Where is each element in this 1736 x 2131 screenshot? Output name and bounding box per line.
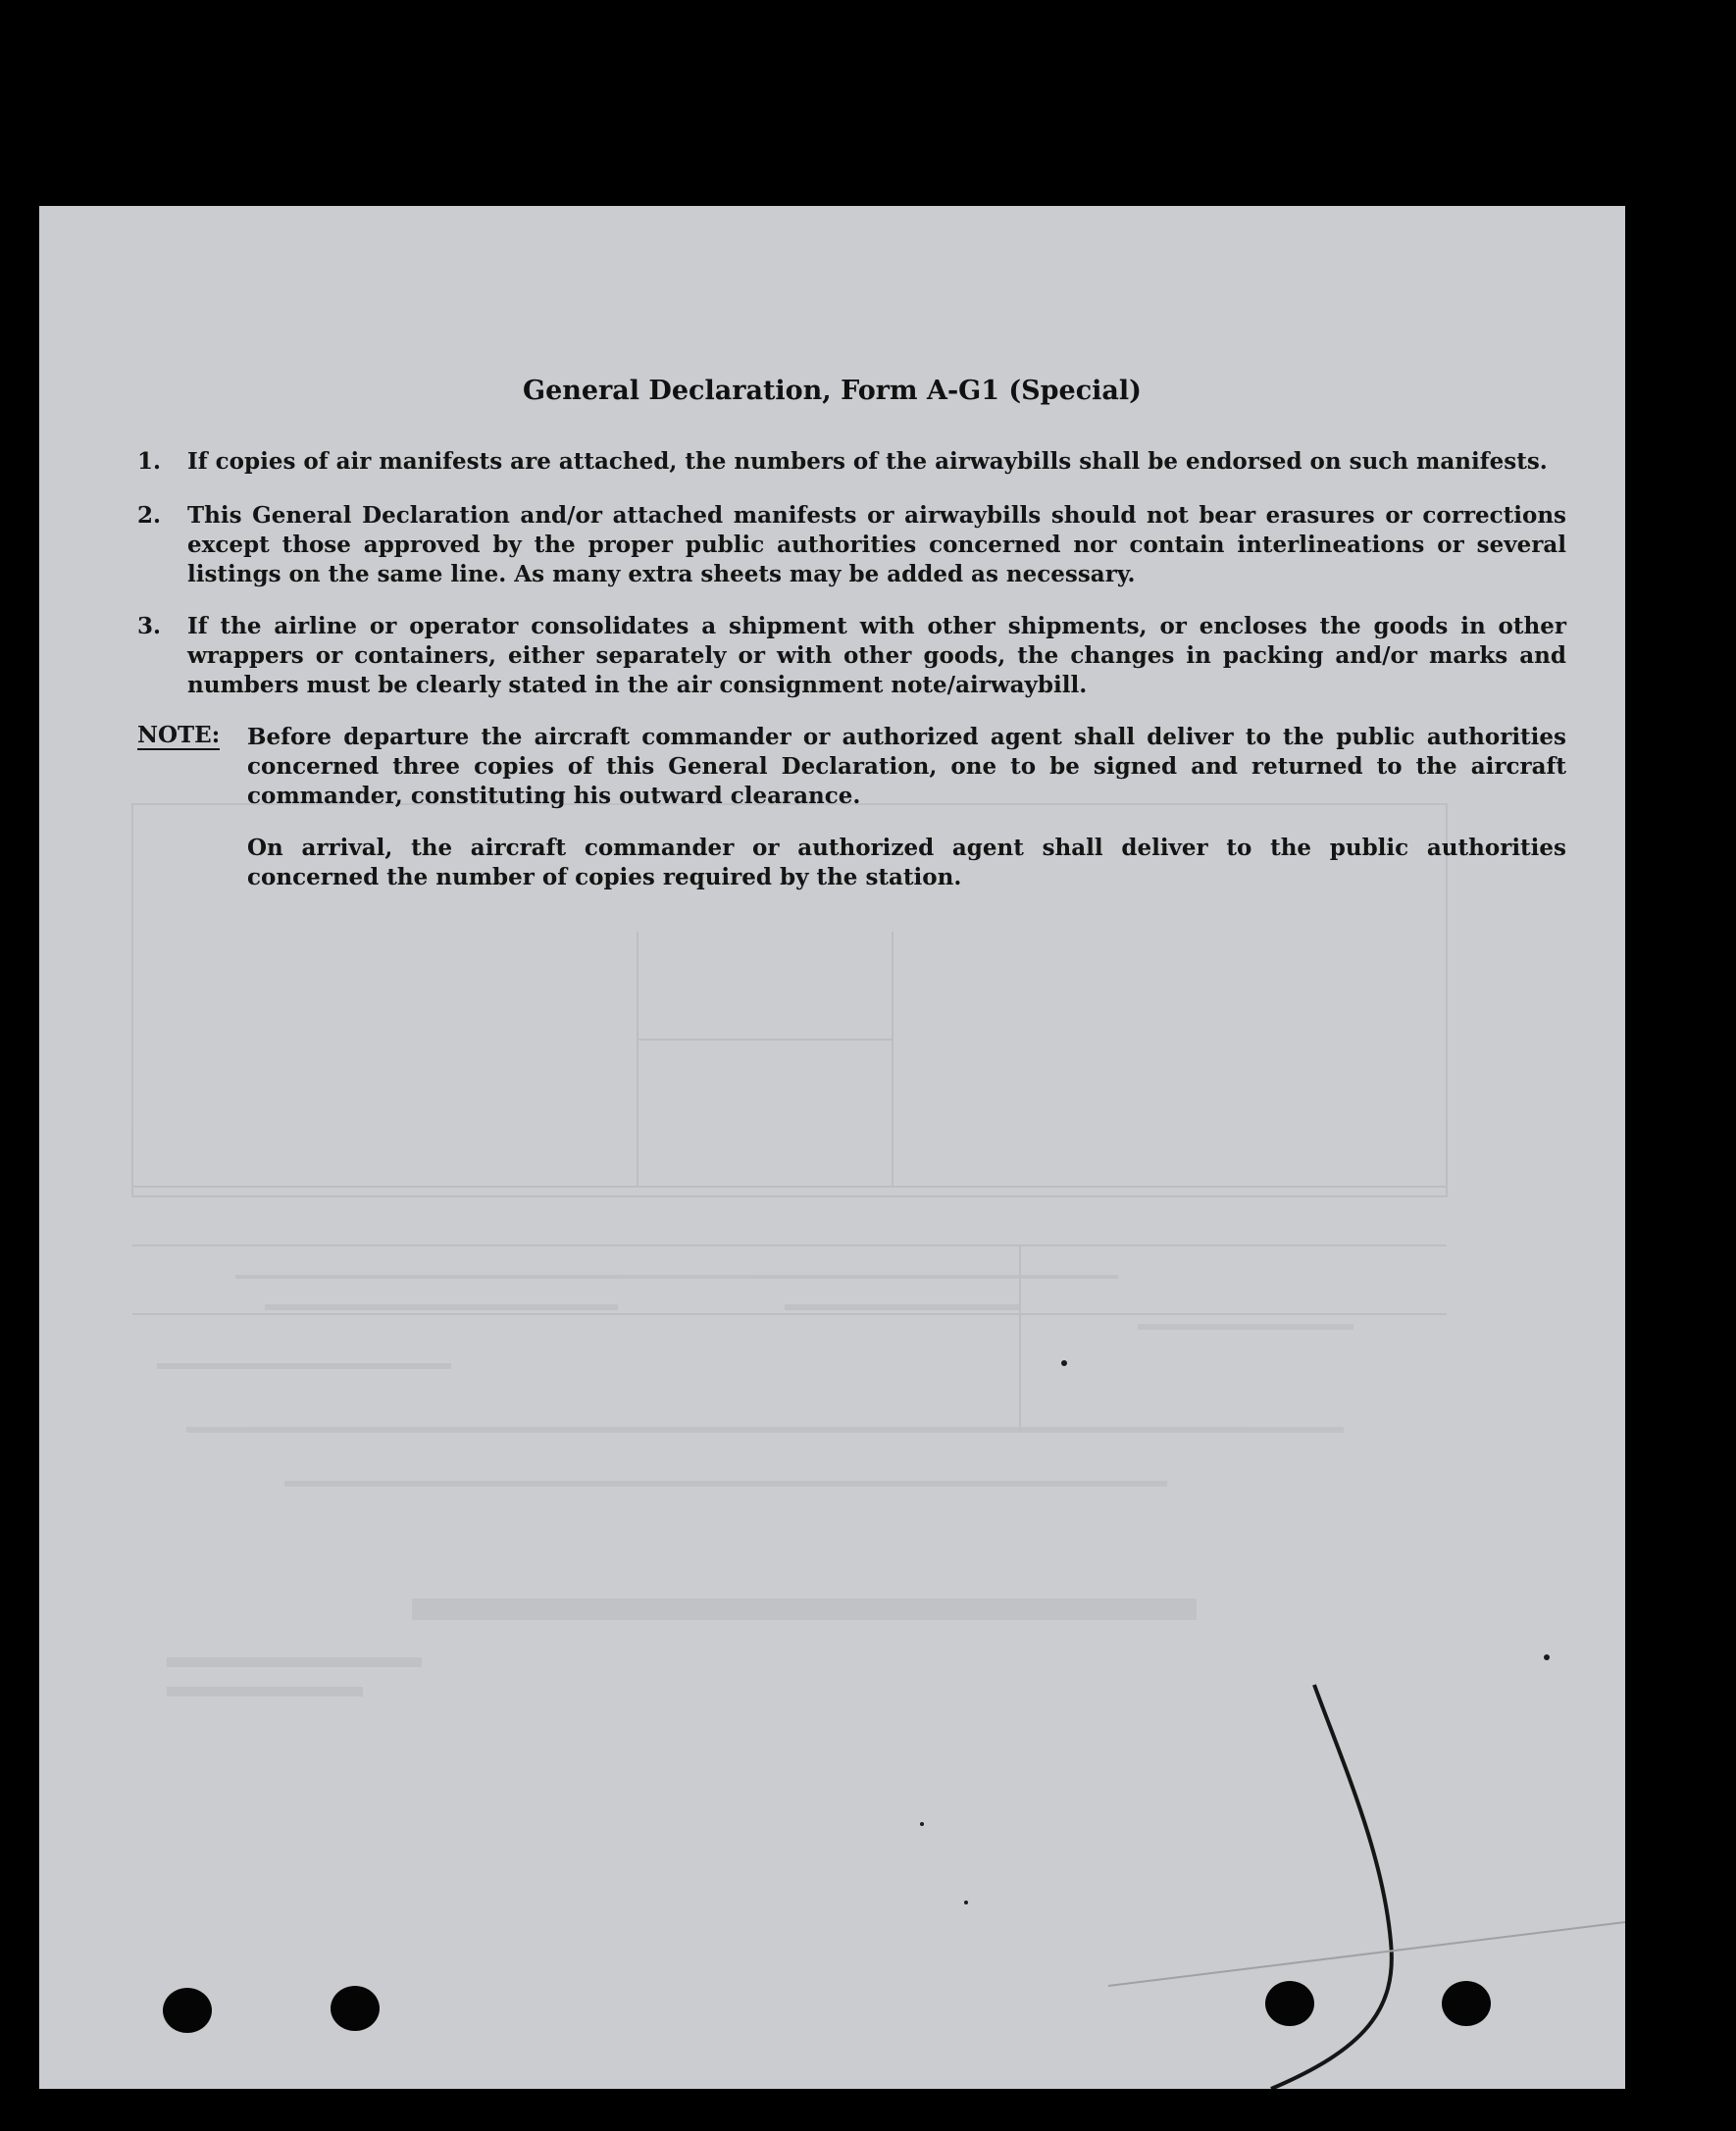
binding-hole-right-2 [1442, 1981, 1491, 2026]
item-text: If copies of air manifests are attached, the numbers of the airwaybills shall be endorsed on such manifests. [187, 448, 1548, 475]
instruction-item-3 [137, 612, 1566, 700]
page-title: General Declaration, Form A-G1 (Special) [523, 376, 1142, 406]
note-paragraph-2: On arrival, the aircraft commander or authorized agent shall deliver to the public authorities concerned the number of copies required by the station. [247, 835, 1566, 890]
instruction-item-1 [137, 447, 1566, 477]
document-page [39, 206, 1625, 2089]
bleed-through-texture [39, 206, 1625, 2089]
binding-hole-left-2 [331, 1986, 380, 2031]
item-text: This General Declaration and/or attached manifests or airwaybills should not bear erasures or corrections except those approved by the proper public authorities concerned nor contain interlineations or several listings on the same line. As many extra sheets may be added as necessary. [187, 502, 1566, 587]
note-section [137, 723, 1566, 811]
item-number: 2. [137, 502, 162, 529]
item-text: If the airline or operator consolidates a shipment with other shipments, or encloses the goods in other wrappers or containers, either separately or with other goods, the changes in packing and/or marks and numbers must be clearly stated in the air consignment note/airwaybill. [187, 613, 1566, 698]
note-section-continued [137, 834, 1566, 892]
binding-hole-right-1 [1265, 1981, 1314, 2026]
instruction-item-2 [137, 501, 1566, 589]
note-label: NOTE: [137, 722, 221, 748]
binding-hole-left-1 [163, 1988, 212, 2033]
item-number: 1. [137, 448, 162, 475]
item-number: 3. [137, 613, 162, 639]
note-paragraph-1: Before departure the aircraft commander or authorized agent shall deliver to the public authorities concerned three copies of this General Declaration, one to be signed and returned to the aircraft commander, constituting his outward clearance. [247, 724, 1566, 809]
